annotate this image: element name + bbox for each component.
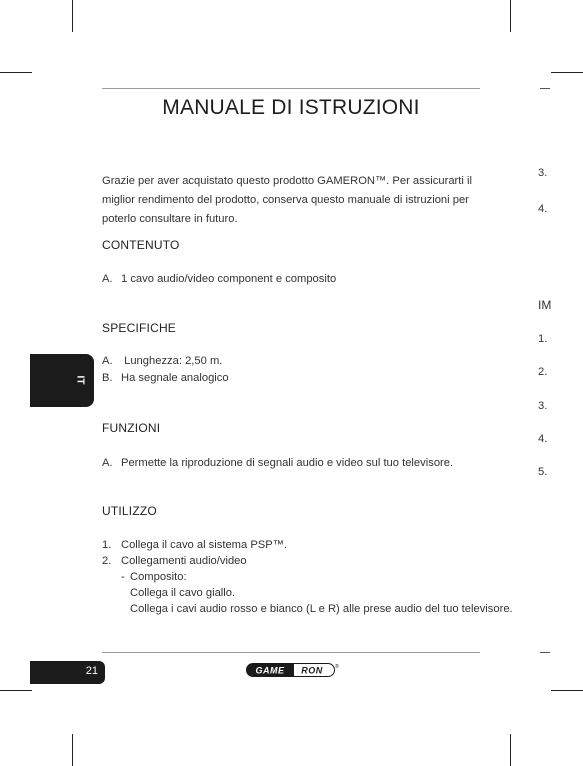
list-item <box>102 273 336 285</box>
crop-mark <box>551 72 583 73</box>
page-title: MANUALE DI ISTRUZIONI <box>162 96 420 119</box>
section-heading-utilizzo: UTILIZZO <box>102 504 157 518</box>
list-marker: B. <box>102 372 113 384</box>
right-column-marker: 4. <box>538 433 548 445</box>
page-number: 21 <box>85 665 98 677</box>
right-column-marker: 3. <box>538 400 548 412</box>
right-column-dash <box>540 88 550 89</box>
list-item-text: Ha segnale analogico <box>121 372 229 384</box>
list-marker: A. <box>102 457 113 469</box>
list-item <box>102 539 287 551</box>
sub-item-line: Collega il cavo giallo. <box>130 587 236 599</box>
sub-item <box>121 571 187 583</box>
language-tab-label: IT <box>74 375 86 385</box>
list-item-text: Collegamenti audio/video <box>121 555 247 567</box>
sub-item-marker: - <box>121 571 125 583</box>
crop-mark <box>72 0 73 32</box>
list-item <box>102 372 229 384</box>
intro-paragraph: Grazie per aver acquistato questo prodotto GAMERON™. Per assicurarti il miglior rendimento del prodotto, conserva questo manuale di istruzioni per poterlo consultare in futuro. <box>102 175 472 225</box>
sub-item-line: Collega i cavi audio rosso e bianco (L e R) alle prese audio del tuo televisore. <box>130 603 513 615</box>
crop-mark <box>551 690 583 691</box>
list-marker: 1. <box>102 539 112 551</box>
right-column-heading: IM <box>538 298 552 312</box>
right-column-marker: 3. <box>538 167 548 179</box>
logo-registered-mark: ® <box>335 664 339 670</box>
footer-rule <box>102 652 480 653</box>
crop-mark <box>0 72 32 73</box>
gameron-logo <box>246 662 338 678</box>
crop-mark <box>72 734 73 766</box>
language-tab <box>30 354 94 407</box>
list-item-text: Lunghezza: 2,50 m. <box>121 355 223 367</box>
section-heading-contenuto: CONTENUTO <box>102 238 180 252</box>
list-item-text: Collega il cavo al sistema PSP™. <box>121 539 288 551</box>
section-heading-specifiche: SPECIFICHE <box>102 321 177 335</box>
list-marker: A. <box>102 273 113 285</box>
right-column-marker: 1. <box>538 333 548 345</box>
right-column-marker: 5. <box>538 466 548 478</box>
crop-mark <box>510 734 511 766</box>
page-number-tab <box>30 661 105 684</box>
list-item <box>102 355 222 367</box>
section-heading-funzioni: FUNZIONI <box>102 421 161 435</box>
header-rule <box>102 88 480 89</box>
list-item <box>102 555 247 567</box>
logo-text-left: GAME <box>255 665 285 676</box>
logo-text-right: RON <box>301 665 323 676</box>
crop-mark <box>510 0 511 32</box>
list-marker: 2. <box>102 555 112 567</box>
crop-mark <box>0 690 32 691</box>
right-column-marker: 2. <box>538 366 548 378</box>
list-marker: A. <box>102 355 113 367</box>
sub-item-title: Composito: <box>130 571 187 583</box>
list-item-text: Permette la riproduzione di segnali audio e video sul tuo televisore. <box>121 457 454 469</box>
list-item <box>102 457 453 469</box>
right-column-marker: 4. <box>538 203 548 215</box>
right-column-dash <box>540 652 550 653</box>
list-item-text: 1 cavo audio/video component e composito <box>121 273 337 285</box>
